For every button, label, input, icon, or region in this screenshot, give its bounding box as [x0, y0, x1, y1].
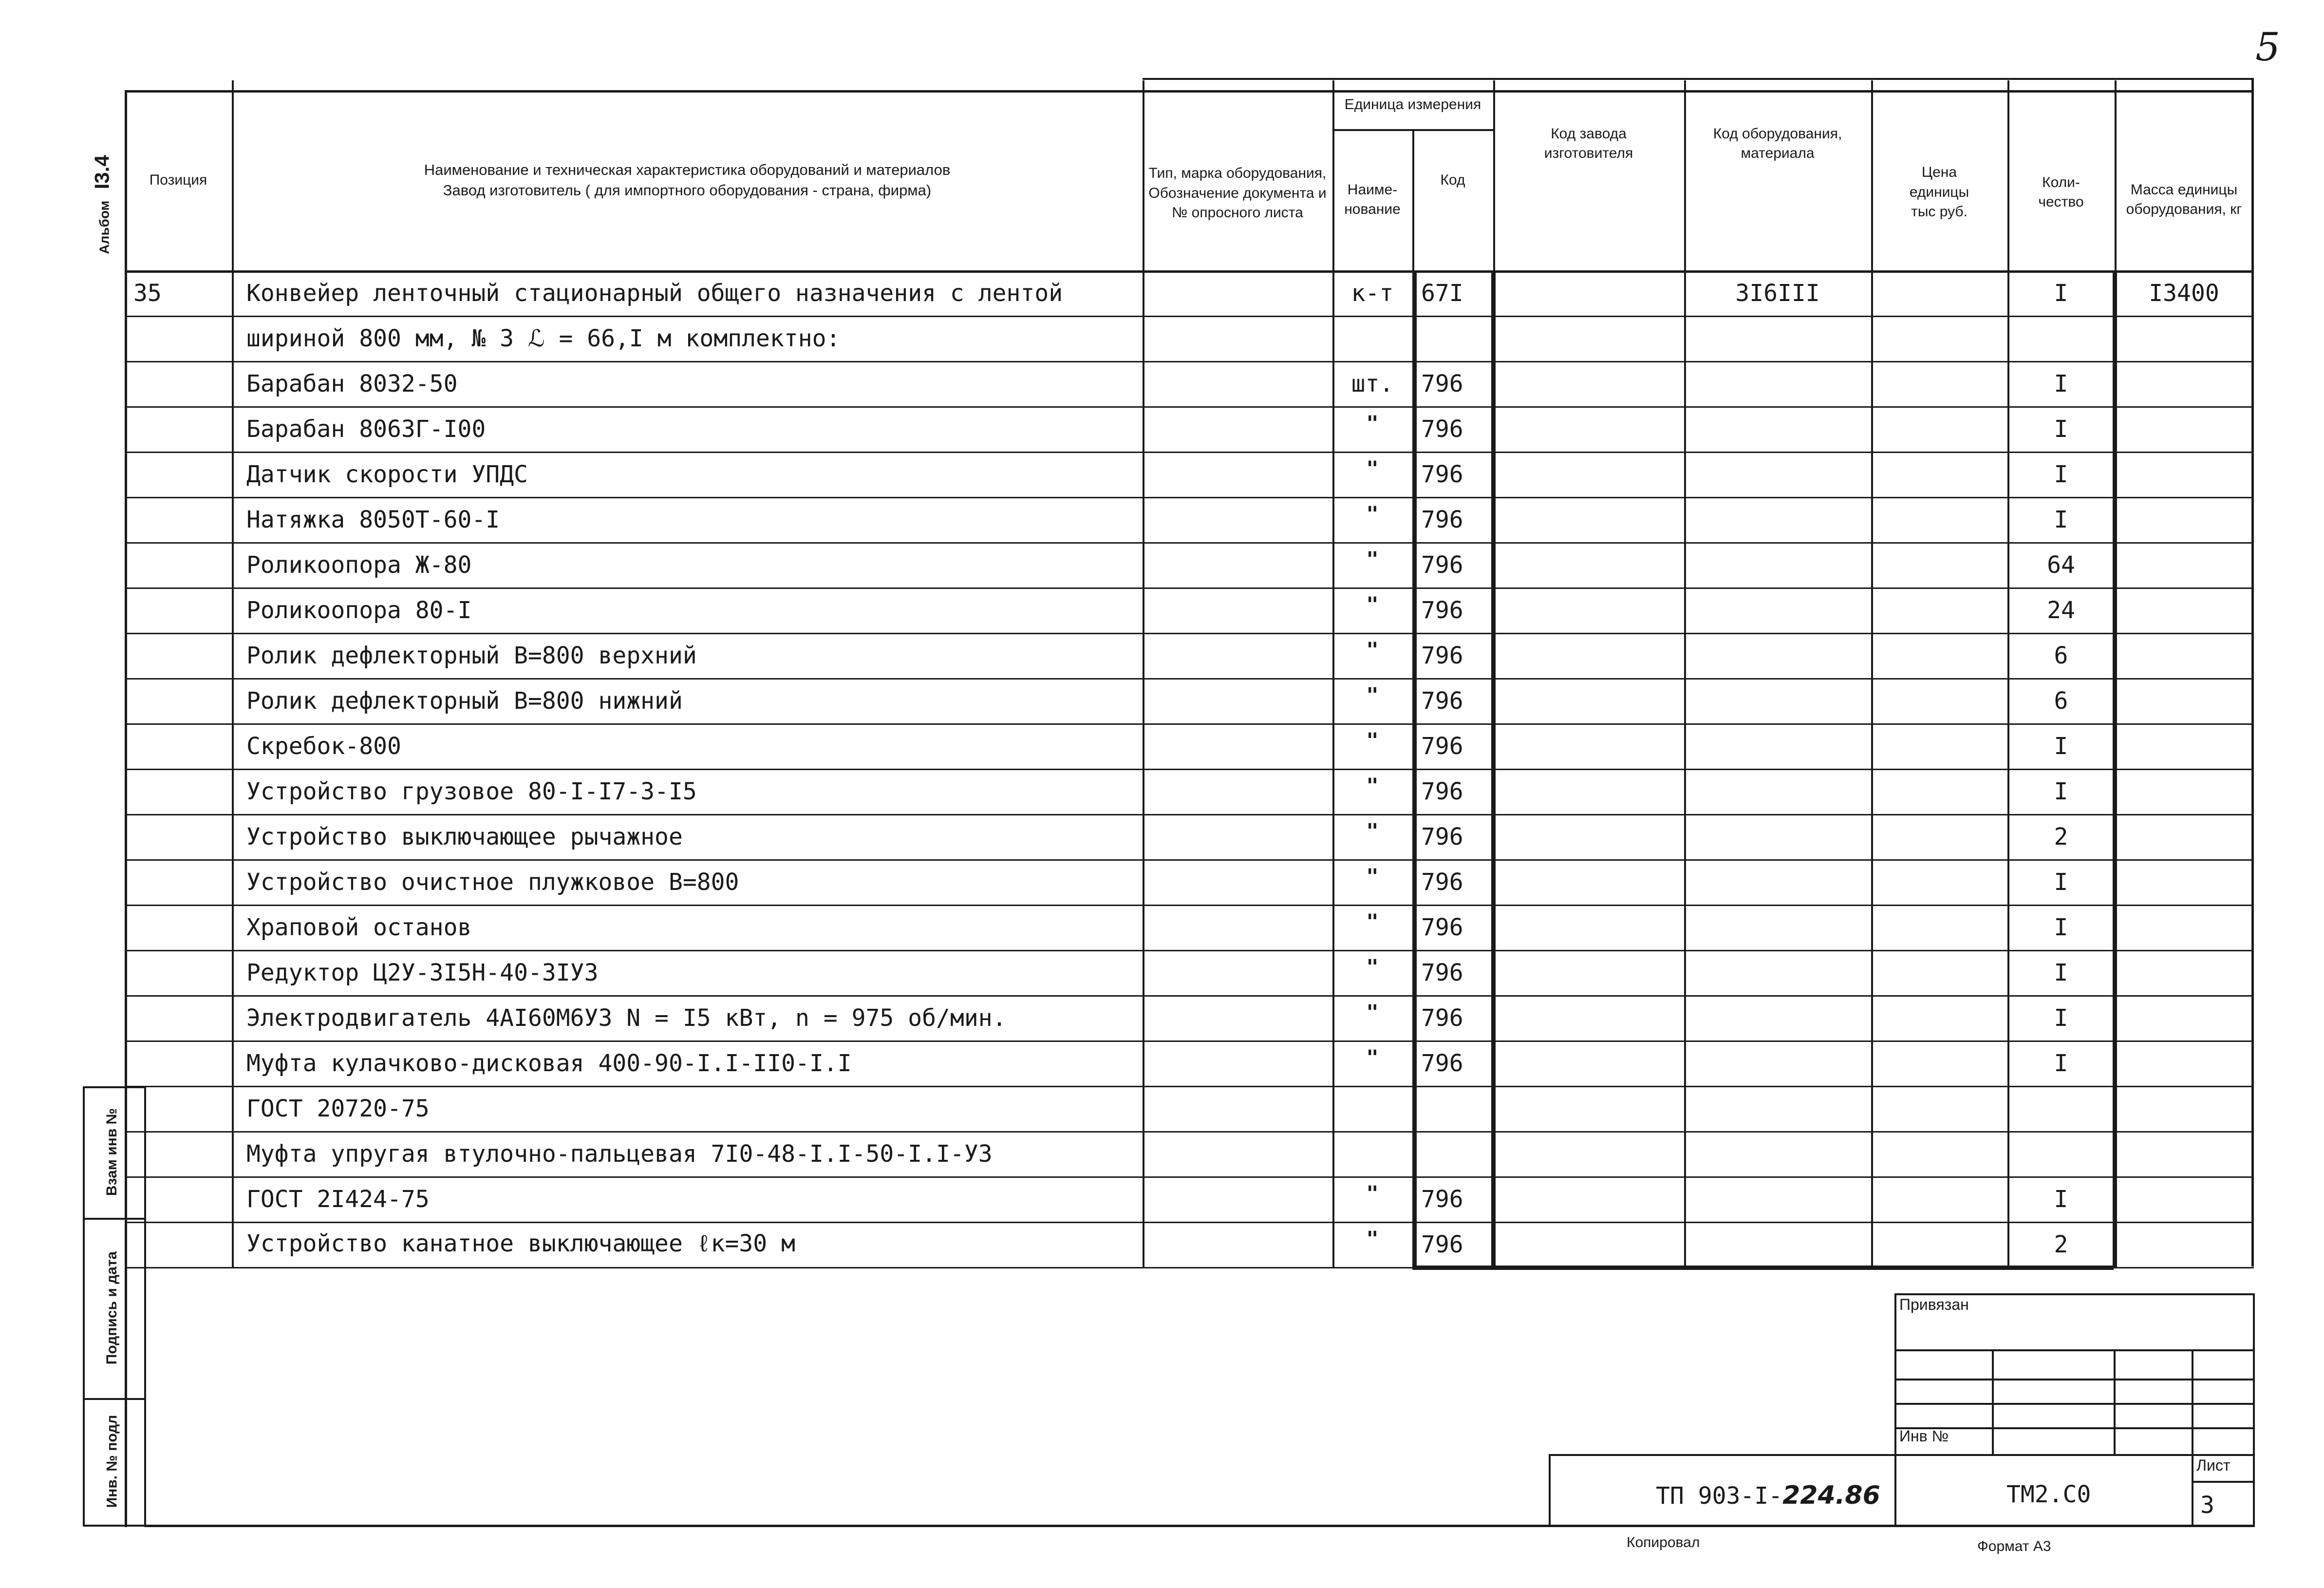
album-label [73, 127, 131, 283]
row-position: 35 [133, 279, 162, 307]
row-code: 796 [1421, 1230, 1463, 1258]
row-name: Устройство грузовое 80-I-I7-3-I5 [246, 777, 697, 805]
row-position [125, 723, 232, 769]
row-quantity [2007, 1131, 2115, 1176]
grid-line [1894, 1293, 2255, 1295]
row-code [1412, 1086, 1493, 1131]
row-position [125, 316, 232, 361]
row-quantity: I [2054, 1185, 2068, 1213]
row-quantity: I [2054, 1049, 2068, 1077]
row-equipment-code [1684, 542, 1871, 587]
row-name: Муфта упругая втулочно-пальцевая 7I0-48-I.I-50-I.I-У3 [246, 1140, 993, 1168]
row-quantity: 2 [2054, 1230, 2068, 1258]
row-code: 796 [1421, 959, 1463, 986]
row-code: 796 [1421, 687, 1463, 715]
row-unit: " [1366, 728, 1379, 752]
stamp-format: Формат А3 [1977, 1538, 2051, 1554]
row-quantity: 6 [2054, 687, 2068, 715]
row-equipment-code [1684, 678, 1871, 723]
row-unit: " [1366, 1045, 1379, 1069]
row-equipment-code [1684, 769, 1871, 814]
stamp-copied: Копировал [1627, 1534, 1700, 1550]
row-quantity: I [2054, 913, 2068, 941]
row-mass [2115, 678, 2253, 723]
row-unit: " [1366, 1000, 1379, 1024]
row-position [125, 452, 232, 497]
header-price: Цена единицы тыс руб. [1909, 164, 1969, 220]
row-name: Храповой останов [246, 913, 472, 941]
stamp-inv-no: Инв № [1899, 1427, 1949, 1445]
header-mass: Масса единицы оборудования, кг [2126, 181, 2242, 217]
row-unit [1332, 1131, 1412, 1176]
row-code: 796 [1421, 460, 1463, 488]
row-mass [2115, 995, 2253, 1040]
row-quantity: I [2054, 777, 2068, 805]
row-equipment-code [1684, 1040, 1871, 1086]
row-mass [2115, 406, 2253, 452]
row-unit: " [1366, 638, 1379, 662]
row-mass [2115, 1086, 2253, 1131]
row-name: ГОСТ 2I424-75 [246, 1185, 430, 1213]
row-quantity: I [2054, 279, 2068, 307]
row-name: Датчик скорости УПДС [246, 460, 528, 488]
grid-line [83, 1525, 146, 1527]
row-quantity: I [2054, 415, 2068, 443]
header-name: Наименование и техническая характеристика оборудований и материалов Завод изготовитель ( для импортного оборудования - страна, фирма) [424, 161, 951, 199]
row-mass [2115, 497, 2253, 542]
row-position [125, 1040, 232, 1086]
row-code: 796 [1421, 596, 1463, 624]
row-quantity: 64 [2047, 551, 2075, 579]
row-position [125, 678, 232, 723]
stamp-doc-code [1656, 1481, 1880, 1510]
row-code: 796 [1421, 732, 1463, 760]
row-unit: шт. [1351, 370, 1394, 397]
row-mass [2115, 542, 2253, 587]
row-position [125, 1086, 232, 1131]
row-quantity: I [2054, 370, 2068, 397]
row-code: 796 [1421, 913, 1463, 941]
stamp-linked: Привязан [1899, 1296, 1969, 1313]
row-position [125, 814, 232, 859]
grid-line [1894, 1349, 2255, 1351]
row-name: Муфта кулачково-дисковая 400-90-I.I-II0-I.I [246, 1049, 852, 1077]
row-name: Электродвигатель 4АI60М6У3 N = I5 кВт, n = 975 об/мин. [246, 1004, 1007, 1032]
row-position [125, 995, 232, 1040]
row-equipment-code [1684, 587, 1871, 633]
row-unit: " [1366, 819, 1379, 843]
row-unit: к-т [1351, 279, 1394, 307]
row-code: 67I [1421, 279, 1463, 307]
grid-line [1549, 1454, 2255, 1456]
margin-label-signature-date: Подпись и дата [104, 1251, 120, 1365]
row-position [125, 769, 232, 814]
row-quantity: 24 [2047, 596, 2075, 624]
row-unit: " [1366, 909, 1379, 933]
row-position [125, 587, 232, 633]
row-position [125, 905, 232, 950]
row-mass [2115, 905, 2253, 950]
row-mass: I3400 [2149, 279, 2219, 307]
row-name: Устройство канатное выключающее ℓк=30 м [246, 1230, 795, 1257]
row-equipment-code [1684, 1222, 1871, 1267]
header-unit-code: Код [1440, 171, 1465, 188]
header-position: Позиция [149, 171, 207, 188]
header-equipment-code: Код оборудования, материала [1713, 125, 1842, 161]
row-equipment-code [1684, 723, 1871, 769]
grid-line [1894, 1403, 2255, 1405]
row-code: 796 [1421, 1004, 1463, 1032]
row-name: Устройство выключающее рычажное [246, 823, 683, 851]
row-name: Редуктор Ц2У-3I5Н-40-3IУ3 [246, 959, 599, 986]
row-name: Конвейер ленточный стационарный общего назначения с лентой [246, 279, 1063, 307]
row-unit: " [1366, 502, 1379, 526]
row-mass [2115, 1222, 2253, 1267]
row-code: 796 [1421, 415, 1463, 443]
row-mass [2115, 1131, 2253, 1176]
row-position [125, 542, 232, 587]
stamp-sheet-label: Лист [2196, 1456, 2230, 1474]
header-factory-code: Код завода изготовителя [1544, 125, 1633, 161]
header-unit-group: Единица измерения [1344, 96, 1481, 113]
row-equipment-code [1684, 316, 1871, 361]
row-name: Ролик дефлекторный В=800 нижний [246, 687, 683, 715]
row-name: Роликоопора 80-I [246, 596, 472, 624]
row-unit: " [1366, 592, 1379, 616]
row-quantity: I [2054, 1004, 2068, 1032]
grid-line [1894, 1379, 2255, 1380]
grid-line [1894, 1427, 2255, 1429]
header-unit-name: Наиме-нование [1344, 181, 1401, 217]
album-label-text: Альбом [97, 200, 112, 254]
row-mass [2115, 587, 2253, 633]
row-position [125, 1176, 232, 1222]
row-position [125, 633, 232, 678]
row-mass [2115, 723, 2253, 769]
row-name: Устройство очистное плужковое В=800 [246, 868, 739, 896]
row-code [1412, 316, 1493, 361]
grid-line [1549, 1454, 1551, 1527]
row-unit: " [1366, 547, 1379, 571]
row-equipment-code [1684, 497, 1871, 542]
row-code: 796 [1421, 1049, 1463, 1077]
row-mass [2115, 1176, 2253, 1222]
row-unit: " [1366, 774, 1379, 797]
row-unit: " [1366, 683, 1379, 707]
row-name: Скребок-800 [246, 732, 401, 760]
grid-line [1992, 1349, 1994, 1454]
row-name: Ролик дефлекторный В=800 верхний [246, 642, 697, 669]
row-quantity: I [2054, 959, 2068, 986]
row-equipment-code [1684, 406, 1871, 452]
album-number: I3.4 [91, 155, 113, 189]
grid-line [2192, 1349, 2193, 1525]
row-equipment-code [1684, 1176, 1871, 1222]
row-name: Роликоопора Ж-80 [246, 551, 472, 579]
row-quantity [2007, 1086, 2115, 1131]
row-equipment-code [1684, 1086, 1871, 1131]
row-equipment-code [1684, 1131, 1871, 1176]
row-name: ГОСТ 20720-75 [246, 1095, 430, 1122]
row-code: 796 [1421, 823, 1463, 851]
row-mass [2115, 814, 2253, 859]
row-unit: " [1366, 1227, 1379, 1250]
grid-line [146, 1525, 2255, 1527]
row-equipment-code: 3I6III [1735, 279, 1820, 307]
row-quantity: I [2054, 732, 2068, 760]
grid-line [2192, 1481, 2255, 1483]
row-equipment-code [1684, 950, 1871, 995]
row-equipment-code [1684, 995, 1871, 1040]
row-mass [2115, 950, 2253, 995]
row-code [1412, 1131, 1493, 1176]
row-position [125, 406, 232, 452]
row-unit: " [1366, 955, 1379, 979]
row-code: 796 [1421, 642, 1463, 669]
row-code: 796 [1421, 868, 1463, 896]
row-mass [2115, 1040, 2253, 1086]
row-code: 796 [1421, 1185, 1463, 1213]
row-equipment-code [1684, 859, 1871, 905]
row-code: 796 [1421, 551, 1463, 579]
row-quantity [2007, 316, 2115, 361]
row-equipment-code [1684, 814, 1871, 859]
row-quantity: I [2054, 460, 2068, 488]
row-mass [2115, 769, 2253, 814]
row-mass [2115, 452, 2253, 497]
row-unit [1332, 316, 1412, 361]
grid-line [1143, 78, 2254, 80]
row-position [125, 361, 232, 406]
grid-line [2253, 1293, 2255, 1527]
row-position [125, 1222, 232, 1267]
row-quantity: 6 [2054, 642, 2068, 669]
doc-code-number: 224.86 [1782, 1481, 1880, 1510]
row-position [125, 1131, 232, 1176]
margin-label-replace-inv: Взам инв № [104, 1108, 120, 1196]
row-mass [2115, 633, 2253, 678]
row-mass [2115, 361, 2253, 406]
row-mass [2115, 859, 2253, 905]
header-quantity: Коли-чество [2038, 174, 2084, 210]
row-code: 796 [1421, 506, 1463, 533]
row-position [125, 859, 232, 905]
row-name: Барабан 8032-50 [246, 370, 458, 397]
row-unit: " [1366, 411, 1379, 435]
doc-code-prefix: ТП 903-I- [1656, 1482, 1783, 1510]
stamp-sheet-number: 3 [2200, 1492, 2214, 1519]
row-quantity: 2 [2054, 823, 2068, 851]
row-unit: " [1366, 456, 1379, 480]
row-equipment-code [1684, 361, 1871, 406]
row-unit: " [1366, 1181, 1379, 1205]
grid-line [1894, 1293, 1896, 1525]
row-position [125, 950, 232, 995]
row-quantity: I [2054, 868, 2068, 896]
row-position [125, 497, 232, 542]
row-name: шириной 800 мм, № 3 ℒ = 66,I м комплектно: [246, 324, 841, 352]
row-equipment-code [1684, 633, 1871, 678]
header-type: Тип, марка оборудования, Обозначение документа и № опросного листа [1148, 165, 1327, 221]
row-mass [2115, 316, 2253, 361]
stamp-doc-mark: ТМ2.С0 [2006, 1481, 2091, 1508]
margin-label-inv-original: Инв. № подл [104, 1415, 120, 1508]
row-quantity: I [2054, 506, 2068, 533]
grid-line [2114, 1349, 2116, 1454]
row-code: 796 [1421, 777, 1463, 805]
row-unit [1332, 1086, 1412, 1131]
row-equipment-code [1684, 452, 1871, 497]
page-number: 5 [2255, 24, 2280, 70]
row-code: 796 [1421, 370, 1463, 397]
row-name: Натяжка 8050Т-60-I [246, 506, 500, 533]
row-name: Барабан 8063Г-I00 [246, 415, 486, 443]
row-equipment-code [1684, 905, 1871, 950]
row-unit: " [1366, 864, 1379, 888]
